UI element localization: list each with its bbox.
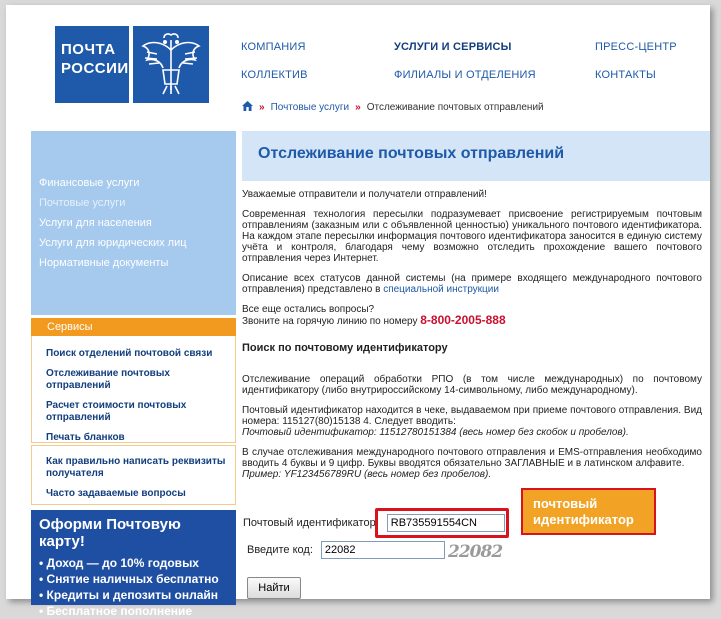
- nav-branches[interactable]: ФИЛИАЛЫ И ОТДЕЛЕНИЯ: [394, 69, 536, 81]
- questions-text: Все еще остались вопросы?: [242, 304, 375, 315]
- international-text: В случае отслеживания международного почтового отправления и EMS-отправления необходимо вводить 4 буквы и 9 цифр. Буквы вводятся обязательно ЗАГЛАВНЫЕ и в латинском алфавите.: [242, 447, 702, 469]
- receipt-paragraph: [242, 405, 702, 438]
- instruction-link[interactable]: специальной инструкции: [383, 284, 499, 295]
- nav-services[interactable]: УСЛУГИ И СЕРВИСЫ: [394, 41, 512, 53]
- tracking-description: Отслеживание операций обработки РПО (в том числе международных) по почтовому идентификатору (либо внутрироссийскому 14-символьному, либо международному).: [242, 374, 702, 396]
- logo-line1: ПОЧТА: [61, 41, 116, 58]
- left-menu-legal-entities[interactable]: Услуги для юридических лиц: [39, 237, 187, 249]
- tracking-id-label: Почтовый идентификатор:: [243, 517, 379, 529]
- captcha-input[interactable]: [321, 541, 445, 559]
- statuses-paragraph: [242, 273, 702, 295]
- statuses-text: Описание всех статусов данной системы (на примере входящего международного почтового отправления) представлено в: [242, 273, 702, 295]
- captcha-row: [247, 541, 445, 559]
- tracking-id-highlight: [375, 508, 509, 538]
- breadcrumb-separator: »: [259, 102, 265, 113]
- home-icon[interactable]: [242, 101, 253, 114]
- hotline-text: [242, 315, 702, 327]
- find-button[interactable]: Найти: [247, 577, 301, 599]
- eagle-emblem-icon: [133, 26, 209, 103]
- promo-item: • Кредиты и депозиты онлайн: [39, 588, 219, 602]
- breadcrumb: [242, 101, 544, 114]
- service-cost-calc[interactable]: Расчет стоимости почтовых отправлений: [46, 400, 187, 423]
- breadcrumb-postal-services[interactable]: Почтовые услуги: [270, 102, 350, 113]
- captcha-image: 22082: [448, 542, 503, 562]
- logo-line2: РОССИИ: [61, 60, 129, 77]
- receipt-text: Почтовый идентификатор находится в чеке, выдаваемом при приеме почтового отправления. Вид номера: 115127(80)15138 4. Следует вводить:: [242, 405, 702, 427]
- promo-item: • Бесплатное пополнение: [39, 604, 193, 618]
- faq-common-questions[interactable]: Часто задаваемые вопросы: [46, 488, 186, 499]
- postal-card-promo[interactable]: [31, 510, 236, 618]
- logo[interactable]: [55, 26, 209, 103]
- captcha-label: Введите код:: [247, 544, 313, 556]
- hotline-label: Звоните на горячую линию по номеру: [242, 316, 421, 327]
- nav-team[interactable]: КОЛЛЕКТИВ: [241, 69, 308, 81]
- promo-title: Оформи Почтовую карту!: [39, 516, 181, 550]
- promo-item: • Доход — до 10% годовых: [39, 556, 199, 570]
- left-menu-individuals[interactable]: Услуги для населения: [39, 217, 152, 229]
- faq-list: [31, 445, 236, 505]
- promo-item: • Снятие наличных бесплатно: [39, 572, 219, 586]
- page-title: Отслеживание почтовых отправлений: [242, 131, 710, 181]
- hotline-phone[interactable]: 8-800-2005-888: [420, 313, 506, 327]
- left-menu-regulations[interactable]: Нормативные документы: [39, 257, 169, 269]
- services-list: [31, 336, 236, 443]
- service-find-office[interactable]: Поиск отделений почтовой связи: [46, 348, 213, 359]
- left-menu: [31, 131, 236, 315]
- left-menu-financial[interactable]: Финансовые услуги: [39, 177, 140, 189]
- greeting: Уважаемые отправители и получатели отправлений!: [242, 189, 487, 200]
- intro-paragraph: Современная технология пересылки подразумевает присвоение регистрируемым почтовым отправлениям (заказным или с объявленной ценностью) уникального почтового идентификатора. На каждом этапе пересылки информация почтового идентификатора заносится в единую систему учёта и контроля, благодаря чему возможно отследить прохождение вашего почтового отправления через Интернет.: [242, 209, 702, 264]
- left-menu-postal[interactable]: Почтовые услуги: [39, 197, 126, 209]
- receipt-example: Почтовый идентификатор: 11512780151384 (весь номер без скобок и пробелов).: [242, 427, 629, 438]
- international-paragraph: [242, 447, 702, 480]
- international-example: Пример: YF123456789RU (весь номер без пробелов).: [242, 469, 492, 480]
- breadcrumb-current: Отслеживание почтовых отправлений: [366, 102, 544, 113]
- nav-press-center[interactable]: ПРЕСС-ЦЕНТР: [595, 41, 677, 53]
- search-heading: Поиск по почтовому идентификатору: [242, 342, 448, 354]
- page: [6, 5, 710, 618]
- hotline-block: [242, 304, 702, 327]
- faq-recipient-details[interactable]: Как правильно написать реквизиты получателя: [46, 456, 226, 479]
- services-heading: Сервисы: [31, 318, 236, 336]
- logo-wordmark: [55, 26, 129, 103]
- breadcrumb-separator: »: [355, 102, 361, 113]
- nav-contacts[interactable]: КОНТАКТЫ: [595, 69, 656, 81]
- service-tracking[interactable]: Отслеживание почтовых отправлений: [46, 368, 170, 391]
- callout-annotation: почтовый идентификатор: [521, 488, 656, 535]
- nav-company[interactable]: КОМПАНИЯ: [241, 41, 306, 53]
- main-content: [242, 189, 702, 489]
- service-print-forms[interactable]: Печать бланков: [46, 432, 125, 443]
